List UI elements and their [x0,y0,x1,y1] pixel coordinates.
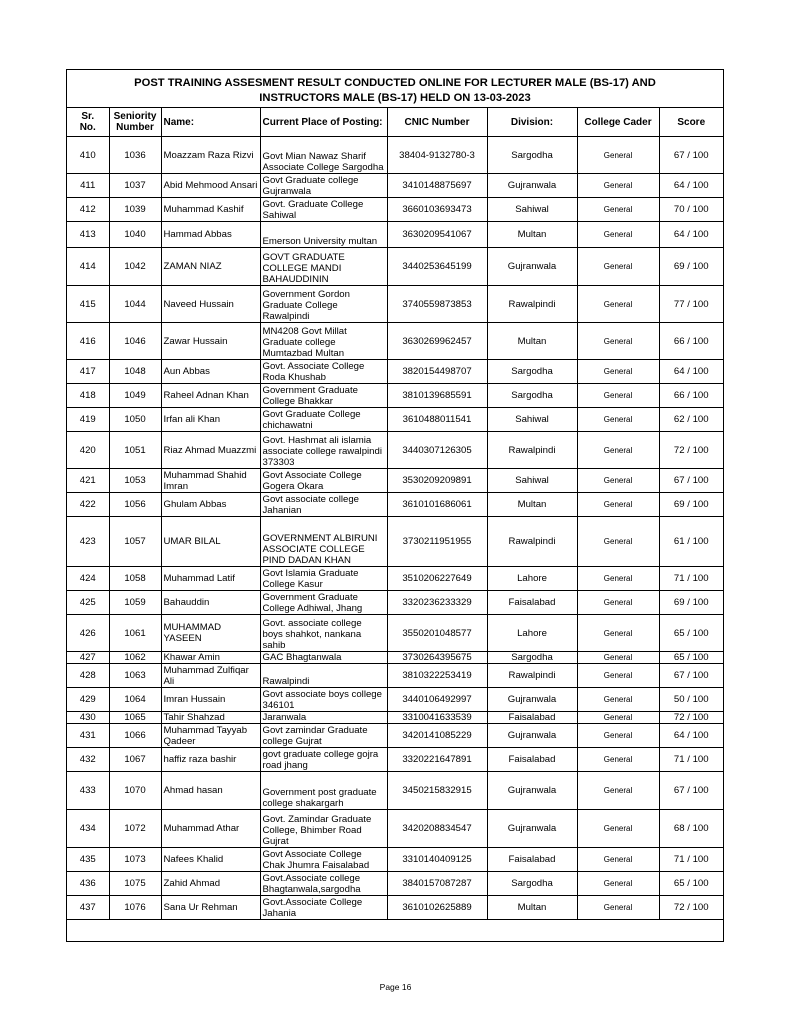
cell-score: 66 / 100 [659,323,723,360]
cell-cnic: 38404-9132780-3 [387,137,487,174]
cell-college-cader: General [577,493,659,517]
cell-score: 64 / 100 [659,360,723,384]
table-row [67,198,723,222]
cell-score: 64 / 100 [659,222,723,248]
cell-cnic: 3440106492997 [387,688,487,712]
cell-posting: Government Graduate College Bhakkar [260,384,387,408]
header-sr-no: Sr. No. [67,108,109,137]
cell-sr-no: 432 [67,748,109,772]
cell-cnic: 3610101686061 [387,493,487,517]
cell-posting: govt graduate college gojra road jhang [260,748,387,772]
table-row [67,712,723,724]
table-row [67,664,723,688]
cell-college-cader: General [577,872,659,896]
cell-posting: Govt associate college Jahanian [260,493,387,517]
cell-division: Sargodha [487,384,577,408]
header-posting: Current Place of Posting: [260,108,387,137]
cell-college-cader: General [577,615,659,652]
table-row [67,615,723,652]
cell-name: Nafees Khalid [161,848,260,872]
cell-sr-no: 416 [67,323,109,360]
cell-sr-no: 428 [67,664,109,688]
cell-name: Sana Ur Rehman [161,896,260,920]
table-row [67,896,723,920]
cell-college-cader: General [577,469,659,493]
cell-division: Sahiwal [487,198,577,222]
cell-division: Faisalabad [487,591,577,615]
cell-seniority-number: 1049 [109,384,161,408]
cell-posting: Government Graduate College Adhiwal, Jhang [260,591,387,615]
cell-name: Raheel Adnan Khan [161,384,260,408]
cell-score: 77 / 100 [659,286,723,323]
header-college-cader: College Cader [577,108,659,137]
cell-seniority-number: 1057 [109,517,161,567]
cell-posting: Govt Associate College Gogera Okara [260,469,387,493]
cell-seniority-number: 1064 [109,688,161,712]
cell-posting: Govt. Graduate College Sahiwal [260,198,387,222]
table-row [67,174,723,198]
cell-posting: Emerson University multan [260,222,387,248]
cell-division: Sargodha [487,652,577,664]
cell-posting: Govt Associate College Chak Jhumra Faisalabad [260,848,387,872]
cell-sr-no: 425 [67,591,109,615]
cell-cnic: 3530209209891 [387,469,487,493]
cell-posting: Government Gordon Graduate College Rawalpindi [260,286,387,323]
cell-name: Zawar Hussain [161,323,260,360]
cell-name: Khawar Amin [161,652,260,664]
cell-cnic: 3730264395675 [387,652,487,664]
cell-division: Sargodha [487,360,577,384]
table-row [67,848,723,872]
table-row [67,384,723,408]
cell-cnic: 3420141085229 [387,724,487,748]
cell-score: 72 / 100 [659,896,723,920]
cell-posting: GOVT GRADUATE COLLEGE MANDI BAHAUDDININ [260,248,387,286]
table-row [67,286,723,323]
cell-division: Rawalpindi [487,286,577,323]
cell-posting: Rawalpindi [260,664,387,688]
cell-cnic: 3810139685591 [387,384,487,408]
cell-score: 67 / 100 [659,137,723,174]
cell-sr-no: 435 [67,848,109,872]
table-row [67,748,723,772]
cell-seniority-number: 1036 [109,137,161,174]
cell-seniority-number: 1062 [109,652,161,664]
cell-cnic: 3550201048577 [387,615,487,652]
cell-seniority-number: 1065 [109,712,161,724]
cell-division: Lahore [487,567,577,591]
cell-name: Muhammad Athar [161,810,260,848]
cell-seniority-number: 1067 [109,748,161,772]
cell-name: Riaz Ahmad Muazzmi [161,432,260,469]
cell-college-cader: General [577,772,659,810]
cell-division: Multan [487,222,577,248]
cell-posting: Govt Mian Nawaz Sharif Associate College Sargodha [260,137,387,174]
cell-seniority-number: 1070 [109,772,161,810]
cell-division: Rawalpindi [487,432,577,469]
cell-division: Gujranwala [487,174,577,198]
cell-sr-no: 415 [67,286,109,323]
cell-score: 64 / 100 [659,174,723,198]
cell-division: Sargodha [487,137,577,174]
cell-name: Zahid Ahmad [161,872,260,896]
cell-seniority-number: 1044 [109,286,161,323]
cell-cnic: 3840157087287 [387,872,487,896]
cell-score: 68 / 100 [659,810,723,848]
cell-name: Muhammad Tayyab Qadeer [161,724,260,748]
cell-cnic: 3320236233329 [387,591,487,615]
cell-seniority-number: 1075 [109,872,161,896]
table-row [67,408,723,432]
cell-sr-no: 437 [67,896,109,920]
cell-posting: Govt zamindar Graduate college Gujrat [260,724,387,748]
cell-name: MUHAMMAD YASEEN [161,615,260,652]
cell-division: Gujranwala [487,688,577,712]
header-seniority-number: Seniority Number [109,108,161,137]
cell-sr-no: 431 [67,724,109,748]
table-row [67,591,723,615]
cell-score: 64 / 100 [659,724,723,748]
cell-score: 61 / 100 [659,517,723,567]
cell-score: 70 / 100 [659,198,723,222]
cell-cnic: 3630209541067 [387,222,487,248]
cell-score: 50 / 100 [659,688,723,712]
cell-division: Sahiwal [487,408,577,432]
cell-cnic: 3820154498707 [387,360,487,384]
table-row [67,517,723,567]
cell-score: 65 / 100 [659,872,723,896]
table-row [67,469,723,493]
cell-cnic: 3660103693473 [387,198,487,222]
cell-college-cader: General [577,360,659,384]
cell-sr-no: 433 [67,772,109,810]
cell-score: 65 / 100 [659,652,723,664]
cell-college-cader: General [577,323,659,360]
cell-cnic: 3310041633539 [387,712,487,724]
cell-name: Ahmad hasan [161,772,260,810]
results-document [66,69,724,942]
cell-posting: Jaranwala [260,712,387,724]
cell-college-cader: General [577,517,659,567]
cell-college-cader: General [577,198,659,222]
cell-posting: Govt. Hashmat ali islamia associate college rawalpindi 373303 [260,432,387,469]
cell-college-cader: General [577,286,659,323]
cell-college-cader: General [577,137,659,174]
table-row [67,360,723,384]
cell-cnic: 3740559873853 [387,286,487,323]
cell-sr-no: 436 [67,872,109,896]
cell-score: 62 / 100 [659,408,723,432]
cell-college-cader: General [577,724,659,748]
cell-division: Multan [487,323,577,360]
cell-posting: Govt Graduate college Gujranwala [260,174,387,198]
page-number: Page 16 [379,982,412,992]
cell-name: Muhammad Latif [161,567,260,591]
cell-college-cader: General [577,384,659,408]
table-header-row [67,108,723,137]
cell-college-cader: General [577,591,659,615]
cell-sr-no: 411 [67,174,109,198]
cell-sr-no: 422 [67,493,109,517]
cell-college-cader: General [577,688,659,712]
cell-seniority-number: 1039 [109,198,161,222]
document-title [67,70,723,108]
cell-college-cader: General [577,896,659,920]
cell-seniority-number: 1040 [109,222,161,248]
cell-cnic: 3310140409125 [387,848,487,872]
cell-name: Naveed Hussain [161,286,260,323]
cell-division: Gujranwala [487,772,577,810]
cell-score: 67 / 100 [659,469,723,493]
cell-sr-no: 429 [67,688,109,712]
cell-posting: Govt associate boys college 346101 [260,688,387,712]
cell-sr-no: 412 [67,198,109,222]
cell-division: Lahore [487,615,577,652]
cell-cnic: 3610488011541 [387,408,487,432]
cell-name: ZAMAN NIAZ [161,248,260,286]
cell-college-cader: General [577,567,659,591]
cell-name: Muhammad Shahid Imran [161,469,260,493]
cell-score: 65 / 100 [659,615,723,652]
cell-score: 71 / 100 [659,567,723,591]
table-row [67,872,723,896]
cell-posting: Govt. associate college boys shahkot, nankana sahib [260,615,387,652]
cell-cnic: 3730211951955 [387,517,487,567]
cell-name: Abid Mehmood Ansari [161,174,260,198]
cell-posting: MN4208 Govt Millat Graduate college Mumtazbad Multan [260,323,387,360]
cell-cnic: 3610102625889 [387,896,487,920]
cell-name: Hammad Abbas [161,222,260,248]
table-row [67,724,723,748]
cell-college-cader: General [577,432,659,469]
cell-seniority-number: 1037 [109,174,161,198]
cell-name: Muhammad Kashif [161,198,260,222]
header-division: Division: [487,108,577,137]
table-row [67,222,723,248]
title-line-1: POST TRAINING ASSESMENT RESULT CONDUCTED ONLINE FOR LECTURER MALE (BS-17) AND [134,77,656,89]
cell-sr-no: 430 [67,712,109,724]
cell-cnic: 3320221647891 [387,748,487,772]
cell-cnic: 3410148875697 [387,174,487,198]
cell-college-cader: General [577,248,659,286]
table-row [67,137,723,174]
cell-posting: Govt Islamia Graduate College Kasur [260,567,387,591]
cell-name: Bahauddin [161,591,260,615]
cell-division: Faisalabad [487,748,577,772]
cell-name: Ghulam Abbas [161,493,260,517]
cell-college-cader: General [577,222,659,248]
cell-college-cader: General [577,408,659,432]
results-table [67,108,723,920]
cell-college-cader: General [577,810,659,848]
table-row [67,323,723,360]
cell-name: Tahir Shahzad [161,712,260,724]
cell-seniority-number: 1061 [109,615,161,652]
cell-sr-no: 417 [67,360,109,384]
cell-posting: Govt. Zamindar Graduate College, Bhimber Road Gujrat [260,810,387,848]
cell-sr-no: 414 [67,248,109,286]
cell-name: Moazzam Raza Rizvi [161,137,260,174]
cell-division: Faisalabad [487,712,577,724]
title-line-2: INSTRUCTORS MALE (BS-17) HELD ON 13-03-2023 [259,91,531,104]
cell-cnic: 3810322253419 [387,664,487,688]
cell-division: Multan [487,493,577,517]
cell-cnic: 3440307126305 [387,432,487,469]
cell-division: Rawalpindi [487,517,577,567]
cell-seniority-number: 1048 [109,360,161,384]
cell-posting: GOVERNMENT ALBIRUNI ASSOCIATE COLLEGE PIND DADAN KHAN [260,517,387,567]
cell-college-cader: General [577,652,659,664]
cell-name: Muhammad Zulfiqar Ali [161,664,260,688]
cell-seniority-number: 1072 [109,810,161,848]
cell-seniority-number: 1051 [109,432,161,469]
cell-seniority-number: 1046 [109,323,161,360]
cell-posting: GAC Bhagtanwala [260,652,387,664]
table-row [67,493,723,517]
cell-name: Imran Hussain [161,688,260,712]
cell-seniority-number: 1076 [109,896,161,920]
cell-name: Irfan ali Khan [161,408,260,432]
cell-score: 71 / 100 [659,748,723,772]
header-name: Name: [161,108,260,137]
cell-seniority-number: 1042 [109,248,161,286]
cell-seniority-number: 1056 [109,493,161,517]
cell-seniority-number: 1073 [109,848,161,872]
cell-division: Gujranwala [487,724,577,748]
cell-score: 67 / 100 [659,772,723,810]
cell-sr-no: 418 [67,384,109,408]
table-row [67,432,723,469]
cell-seniority-number: 1066 [109,724,161,748]
cell-score: 69 / 100 [659,591,723,615]
cell-posting: Govt Graduate College chichawatni [260,408,387,432]
header-cnic: CNIC Number [387,108,487,137]
cell-posting: Govt.Associate College Jahania [260,896,387,920]
cell-division: Gujranwala [487,810,577,848]
cell-name: haffiz raza bashir [161,748,260,772]
cell-college-cader: General [577,174,659,198]
table-row [67,688,723,712]
table-row [67,567,723,591]
cell-score: 66 / 100 [659,384,723,408]
cell-posting: Govt.Associate college Bhagtanwala,sargodha [260,872,387,896]
cell-score: 69 / 100 [659,493,723,517]
cell-division: Faisalabad [487,848,577,872]
cell-sr-no: 424 [67,567,109,591]
cell-score: 67 / 100 [659,664,723,688]
cell-name: Aun Abbas [161,360,260,384]
cell-cnic: 3420208834547 [387,810,487,848]
cell-name: UMAR BILAL [161,517,260,567]
cell-division: Gujranwala [487,248,577,286]
header-score: Score [659,108,723,137]
cell-sr-no: 434 [67,810,109,848]
cell-sr-no: 423 [67,517,109,567]
cell-sr-no: 426 [67,615,109,652]
cell-score: 71 / 100 [659,848,723,872]
cell-cnic: 3440253645199 [387,248,487,286]
cell-college-cader: General [577,848,659,872]
cell-score: 69 / 100 [659,248,723,286]
cell-seniority-number: 1058 [109,567,161,591]
cell-seniority-number: 1053 [109,469,161,493]
cell-division: Sahiwal [487,469,577,493]
cell-division: Rawalpindi [487,664,577,688]
cell-sr-no: 420 [67,432,109,469]
cell-cnic: 3510206227649 [387,567,487,591]
cell-score: 72 / 100 [659,712,723,724]
cell-seniority-number: 1050 [109,408,161,432]
cell-posting: Govt. Associate College Roda Khushab [260,360,387,384]
cell-sr-no: 421 [67,469,109,493]
table-row [67,248,723,286]
cell-seniority-number: 1059 [109,591,161,615]
cell-division: Multan [487,896,577,920]
cell-sr-no: 419 [67,408,109,432]
cell-sr-no: 410 [67,137,109,174]
cell-college-cader: General [577,748,659,772]
cell-cnic: 3450215832915 [387,772,487,810]
table-row [67,810,723,848]
cell-score: 72 / 100 [659,432,723,469]
table-row [67,652,723,664]
cell-college-cader: General [577,664,659,688]
cell-sr-no: 427 [67,652,109,664]
cell-seniority-number: 1063 [109,664,161,688]
cell-posting: Government post graduate college shakargarh [260,772,387,810]
cell-college-cader: General [577,712,659,724]
cell-division: Sargodha [487,872,577,896]
cell-cnic: 3630269962457 [387,323,487,360]
table-row [67,772,723,810]
cell-sr-no: 413 [67,222,109,248]
